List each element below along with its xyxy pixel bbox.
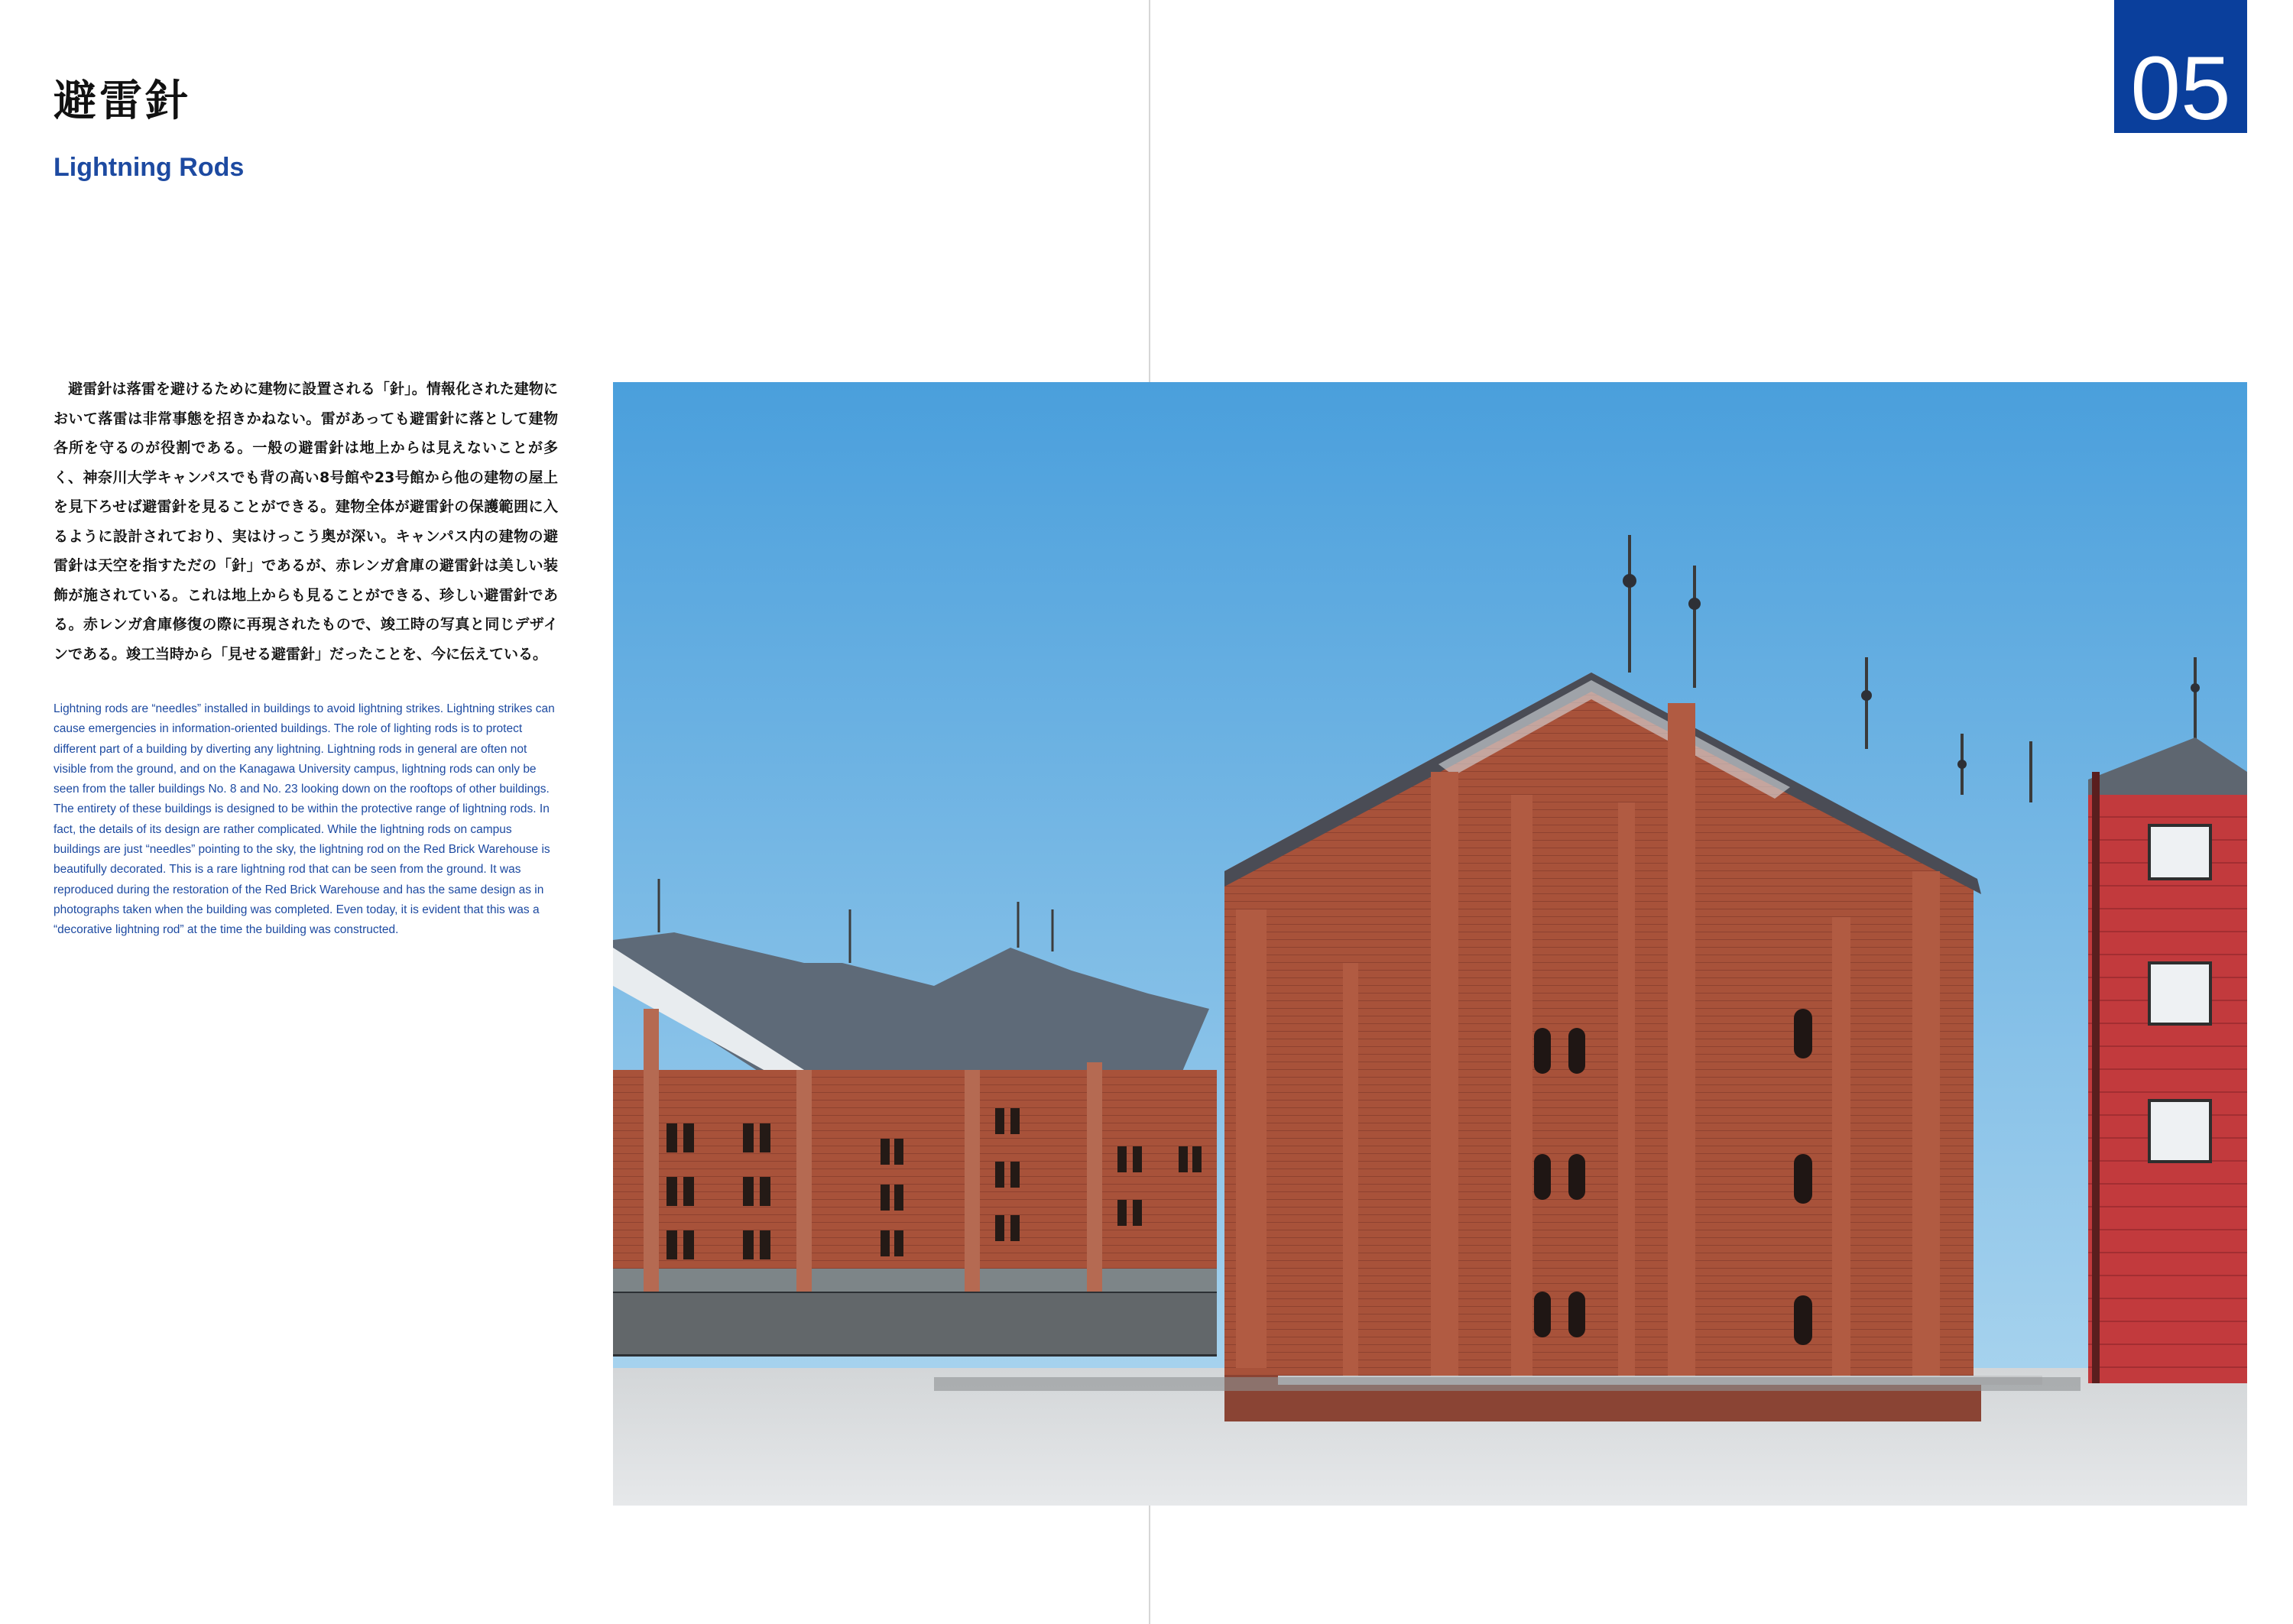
plaza-step (934, 1377, 2081, 1391)
page-title-en: Lightning Rods (54, 153, 245, 182)
body-text-jp: 避雷針は落雷を避けるために建物に設置される「針」。情報化された建物において落雷は非常事態を招きかねない。雷があっても避雷針に落として建物各所を守るのが役割である。一般の避雷針は地上からは見えないことが多く、神奈川大学キャンパスでも背の高い8号館や23号館から他の建物の屋上を見下ろせば避雷針を見ることができる。建物全体が避雷針の保護範囲に入るように設計されており、実はけっこう奥が深い。キャンパス内の建物の避雷針は天空を指すただの「針」であるが、赤レンガ倉庫の避雷針は美しい装飾が施されている。これは地上からも見ることができる、珍しい避雷針である。赤レンガ倉庫修復の際に再現されたもので、竣工時の写真と同じデザインである。竣工当時から「見せる避雷針」だったことを、今に伝えている。 (54, 381, 558, 663)
red-tower (2088, 737, 2247, 1383)
body-text-en: Lightning rods are “needles” installed in buildings to avoid lightning strikes. Lightning strikes can cause emergencies in information-oriented buildings. The role of lighting rods is to protect different part of a building by diverting any lightning. Lightning rods in general are often not visible from the ground, and on the Kanagawa University campus, lightning rods can only be seen from the taller buildings No. 8 and No. 23 looking down on the rooftops of other buildings. The entirety of these buildings is designed to be within the protective range of lightning rods. In fact, the details of its design are rather complicated. While the lightning rods on campus buildings are just “needles” pointing to the sky, the lightning rod on the Red Brick Warehouse is beautifully decorated. This is a rare lightning rod that can be seen from the ground. It was reproduced during the restoration of the Red Brick Warehouse and has the same design as in photographs taken when the building was completed. Even today, it is evident that this was a “decorative lightning rod” at the time the building was constructed. (54, 702, 555, 937)
red-brick-warehouse-photo (613, 382, 2247, 1506)
page-number-badge: 05 (2114, 0, 2247, 133)
page-title-jp: 避雷針 (54, 76, 191, 126)
